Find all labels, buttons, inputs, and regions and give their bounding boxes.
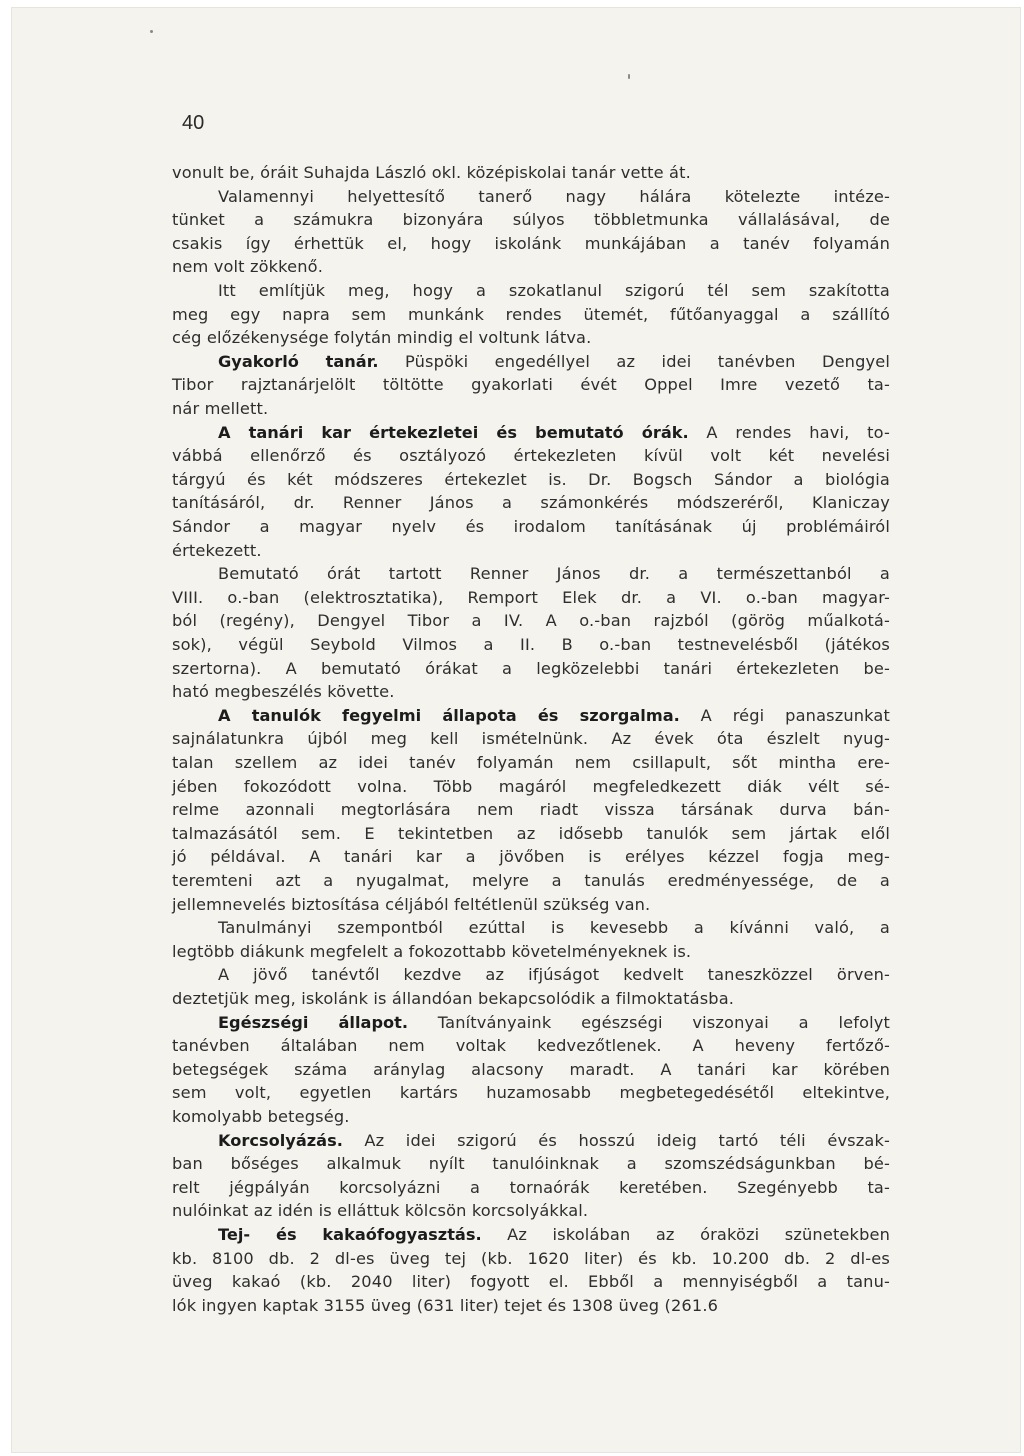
text-line (172, 161, 890, 185)
text-line (172, 987, 890, 1011)
line-text: relme azonnali megtorlására nem riadt vissza társának durva bán- (172, 800, 890, 819)
text-line (218, 562, 890, 586)
section-heading: Tej- és kakaófogyasztás. (218, 1225, 482, 1244)
text-line (218, 963, 890, 987)
line-text: kb. 8100 db. 2 dl-es üveg tej (kb. 1620 liter) és kb. 10.200 db. 2 dl-es (172, 1249, 890, 1268)
line-text: lók ingyen kaptak 3155 üveg (631 liter) tejet és 1308 üveg (261.6 (172, 1296, 719, 1315)
line-text: tanévben általában nem voltak kedvezőtlenek. A heveny fertőző- (172, 1036, 890, 1055)
line-text: sem volt, egyetlen kartárs huzamosabb megbetegedésétől eltekintve, (172, 1083, 890, 1102)
line-text: teremteni azt a nyugalmat, melyre a tanulás eredményessége, de a (172, 871, 890, 890)
text-line (218, 350, 890, 374)
text-line (172, 255, 890, 279)
text-line (172, 893, 890, 917)
text-line (172, 609, 890, 633)
text-line (172, 468, 890, 492)
line-text: Bemutató órát tartott Renner János dr. a természettanból a (218, 564, 890, 583)
line-text: relt jégpályán korcsolyázni a tornaórák keretében. Szegényebb ta- (172, 1178, 890, 1197)
line-text: legtöbb diákunk megfelelt a fokozottabb követelményeknek is. (172, 942, 692, 961)
text-line (218, 1129, 890, 1153)
text-line (218, 279, 890, 303)
text-line (172, 1105, 890, 1129)
text-line (172, 680, 890, 704)
line-text: A régi panaszunkat (679, 706, 890, 725)
text-line (172, 1199, 890, 1223)
text-line (218, 916, 890, 940)
page-number: 40 (182, 112, 205, 134)
line-text: vábbá ellenőrző és osztályozó értekezleten kívül volt két nevelési (172, 446, 890, 465)
line-text: Tanítványaink egészségi viszonyai a lefolyt (408, 1013, 891, 1032)
line-text: sajnálatunkra újból meg kell ismételnünk. Az évek óta észlelt nyug- (172, 729, 890, 748)
line-text: vonult be, óráit Suhajda László okl. középiskolai tanár vette át. (172, 163, 691, 182)
line-text: üveg kakaó (kb. 2040 liter) fogyott el. Ebből a mennyiségből a tanu- (172, 1272, 890, 1291)
scan-speck (150, 30, 153, 33)
section-heading: Egészségi állapot. (218, 1013, 409, 1032)
line-text: sok), végül Seybold Vilmos a II. B o.-ban testnevelésből (játékos (172, 635, 890, 654)
line-text: Itt említjük meg, hogy a szokatlanul szigorú tél sem szakította (218, 281, 890, 300)
text-line (172, 303, 890, 327)
line-text: komolyabb betegség. (172, 1107, 350, 1126)
line-text: jében fokozódott volna. Több magáról megfeledkezett diák vélt sé- (172, 777, 890, 796)
section-heading: Korcsolyázás. (218, 1131, 343, 1150)
line-text: Püspöki engedéllyel az idei tanévben Dengyel (378, 352, 891, 371)
line-text: nulóinkat az idén is elláttuk kölcsön korcsolyákkal. (172, 1201, 589, 1220)
line-text: talmazásától sem. E tekintetben az idősebb tanulók sem jártak elől (172, 824, 890, 843)
section-heading: A tanári kar értekezletei és bemutató órák. (218, 423, 689, 442)
line-text: nár mellett. (172, 399, 269, 418)
line-text: jó példával. A tanári kar a jövőben is erélyes kézzel fogja meg- (172, 847, 890, 866)
line-text: csakis így érhettük el, hogy iskolánk munkájában a tanév folyamán (172, 234, 890, 253)
line-text: A jövő tanévtől kezdve az ifjúságot kedvelt taneszközzel örven- (218, 965, 890, 984)
line-text: ható megbeszélés követte. (172, 682, 395, 701)
text-line (172, 444, 890, 468)
text-line (172, 586, 890, 610)
line-text: A rendes havi, to- (688, 423, 890, 442)
text-line (172, 845, 890, 869)
text-line (218, 421, 890, 445)
line-text: tünket a számukra bizonyára súlyos többletmunka vállalásával, de (172, 210, 890, 229)
line-text: Valamennyi helyettesítő tanerő nagy hálára kötelezte intéze- (218, 187, 890, 206)
text-line (172, 1034, 890, 1058)
line-text: tárgyú és két módszeres értekezlet is. Dr. Bogsch Sándor a biológia (172, 470, 890, 489)
text-line (172, 397, 890, 421)
line-text: Sándor a magyar nyelv és irodalom tanításának új problémáiról (172, 517, 890, 536)
text-line (172, 1081, 890, 1105)
text-line (172, 1294, 890, 1318)
text-line (172, 775, 890, 799)
line-text: Tanulmányi szempontból ezúttal is kevesebb a kívánni való, a (218, 918, 890, 937)
text-line (172, 539, 890, 563)
line-text: talan szellem az idei tanév folyamán nem csillapult, sőt mintha ere- (172, 753, 890, 772)
line-text: szertorna). A bemutató órákat a legközelebbi tanári értekezleten be- (172, 659, 890, 678)
text-line (172, 657, 890, 681)
line-text: jellemnevelés biztosítása céljából feltétlenül szükség van. (172, 895, 651, 914)
text-line (218, 1011, 890, 1035)
line-text: ban bőséges alkalmuk nyílt tanulóinknak a szomszédságunkban bé- (172, 1154, 890, 1173)
text-line (172, 751, 890, 775)
text-line (172, 232, 890, 256)
text-line (172, 869, 890, 893)
text-line (172, 1152, 890, 1176)
line-text: Az iskolában az óraközi szünetekben (481, 1225, 891, 1244)
text-line (172, 940, 890, 964)
text-line (172, 491, 890, 515)
line-text: cég előzékenysége folytán mindig el voltunk látva. (172, 328, 592, 347)
line-text: ból (regény), Dengyel Tibor a IV. A o.-ban rajzból (görög műalkotá- (172, 611, 890, 630)
line-text: deztetjük meg, iskolánk is állandóan bekapcsolódik a filmoktatásba. (172, 989, 735, 1008)
text-line (172, 1176, 890, 1200)
text-line (172, 373, 890, 397)
section-heading: Gyakorló tanár. (218, 352, 379, 371)
line-text: Tibor rajztanárjelölt töltötte gyakorlati évét Oppel Imre vezető ta- (172, 375, 890, 394)
line-text: tanításáról, dr. Renner János a számonkérés módszeréről, Klaniczay (172, 493, 890, 512)
text-line (172, 1270, 890, 1294)
text-line (172, 208, 890, 232)
text-line (172, 822, 890, 846)
text-line (172, 515, 890, 539)
text-line (172, 633, 890, 657)
text-line (172, 1058, 890, 1082)
line-text: meg egy napra sem munkánk rendes ütemét, fűtőanyaggal a szállító (172, 305, 890, 324)
scan-speck (628, 74, 630, 79)
line-text: VIII. o.-ban (elektrosztatika), Remport Elek dr. a VI. o.-ban magyar- (172, 588, 890, 607)
text-line (172, 727, 890, 751)
text-line (218, 1223, 890, 1247)
line-text: Az idei szigorú és hosszú ideig tartó téli évszak- (342, 1131, 890, 1150)
text-line (172, 798, 890, 822)
line-text: nem volt zökkenő. (172, 257, 323, 276)
line-text: betegségek száma aránylag alacsony maradt. A tanári kar körében (172, 1060, 890, 1079)
text-line (172, 326, 890, 350)
line-text: értekezett. (172, 541, 262, 560)
section-heading: A tanulók fegyelmi állapota és szorgalma. (218, 706, 680, 725)
text-line (218, 704, 890, 728)
text-line (172, 1247, 890, 1271)
text-line (218, 185, 890, 209)
